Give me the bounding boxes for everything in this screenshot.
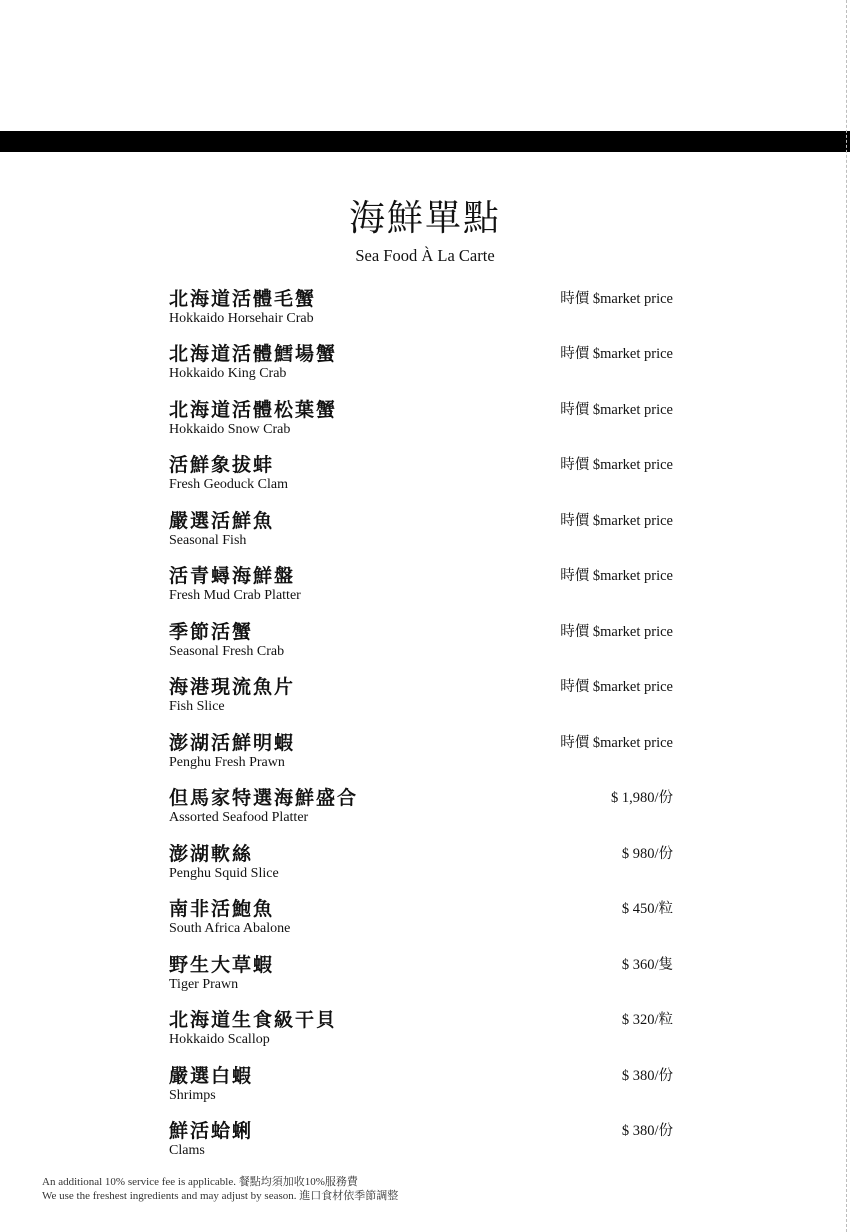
item-name-en: Hokkaido King Crab: [169, 366, 287, 381]
menu-item: [169, 399, 679, 449]
menu-item: [169, 1120, 679, 1170]
item-name-en: Penghu Squid Slice: [169, 866, 279, 881]
item-name-en: Fish Slice: [169, 699, 225, 714]
item-name-zh: 鮮活蛤蜊: [169, 1120, 254, 1142]
item-price: $ 360/隻: [621, 957, 673, 973]
menu-item: [169, 565, 679, 615]
service-fee-note: An additional 10% service fee is applicable. 餐點均須加收10%服務費: [42, 1176, 358, 1188]
page-title: 海鮮單點: [348, 198, 501, 239]
item-name-en: Hokkaido Horsehair Crab: [169, 311, 314, 326]
item-name-zh: 活鮮象拔蚌: [169, 454, 275, 476]
item-price: $ 380/份: [621, 1068, 673, 1084]
item-name-zh: 南非活鮑魚: [169, 898, 275, 920]
item-name-zh: 季節活蟹: [169, 621, 254, 643]
item-price: $ 980/份: [621, 846, 673, 862]
menu-item: [169, 1009, 679, 1059]
item-name-zh: 北海道活體鱈場蟹: [169, 343, 338, 365]
item-name-zh: 澎湖軟絲: [169, 843, 254, 865]
menu-item: [169, 1065, 679, 1115]
item-price: $ 380/份: [621, 1123, 673, 1139]
item-name-en: Shrimps: [169, 1088, 216, 1103]
item-name-en: Hokkaido Scallop: [169, 1032, 270, 1047]
menu-item: [169, 343, 679, 393]
item-name-zh: 北海道生食級干貝: [169, 1009, 338, 1031]
item-price: 時價 $market price: [560, 568, 673, 584]
item-name-en: Fresh Geoduck Clam: [169, 477, 288, 492]
item-name-zh: 嚴選白蝦: [169, 1065, 254, 1087]
item-name-en: Tiger Prawn: [169, 977, 239, 992]
item-name-en: Seasonal Fish: [169, 533, 247, 548]
item-price: 時價 $market price: [560, 624, 673, 640]
seasonal-note: We use the freshest ingredients and may adjust by season. 進口食材依季節調整: [42, 1190, 399, 1202]
item-name-en: South Africa Abalone: [169, 921, 291, 936]
item-name-zh: 活青蟳海鮮盤: [169, 565, 296, 587]
item-name-zh: 北海道活體毛蟹: [169, 288, 317, 310]
item-name-en: Assorted Seafood Platter: [169, 810, 309, 825]
menu-item: [169, 621, 679, 671]
item-name-zh: 北海道活體松葉蟹: [169, 399, 338, 421]
item-price: 時價 $market price: [560, 457, 673, 473]
page-subtitle: Sea Food À La Carte: [355, 246, 495, 265]
menu-item: [169, 787, 679, 837]
item-name-en: Clams: [169, 1143, 205, 1158]
menu-item: [169, 288, 679, 338]
item-price: 時價 $market price: [560, 402, 673, 418]
item-price: $ 320/粒: [621, 1012, 673, 1028]
item-name-zh: 野生大草蝦: [169, 954, 275, 976]
item-price: 時價 $market price: [560, 291, 673, 307]
item-name-en: Seasonal Fresh Crab: [169, 644, 285, 659]
menu-item: [169, 954, 679, 1004]
item-name-en: Penghu Fresh Prawn: [169, 755, 285, 770]
item-name-zh: 嚴選活鮮魚: [169, 510, 275, 532]
item-price: 時價 $market price: [560, 735, 673, 751]
item-price: 時價 $market price: [560, 346, 673, 362]
menu-item: [169, 454, 679, 504]
item-price: $ 1,980/份: [610, 790, 673, 806]
menu-item: [169, 676, 679, 726]
item-price: 時價 $market price: [560, 513, 673, 529]
item-name-en: Fresh Mud Crab Platter: [169, 588, 301, 603]
item-price: $ 450/粒: [621, 901, 673, 917]
footer-notes: [42, 1175, 398, 1203]
item-price: 時價 $market price: [560, 679, 673, 695]
menu-item: [169, 732, 679, 782]
item-name-zh: 海港現流魚片: [169, 676, 296, 698]
item-name-zh: 澎湖活鮮明蝦: [169, 732, 296, 754]
menu-item: [169, 843, 679, 893]
menu-item: [169, 898, 679, 948]
item-name-en: Hokkaido Snow Crab: [169, 422, 291, 437]
menu-item: [169, 510, 679, 560]
item-name-zh: 但馬家特選海鮮盛合: [169, 787, 359, 809]
